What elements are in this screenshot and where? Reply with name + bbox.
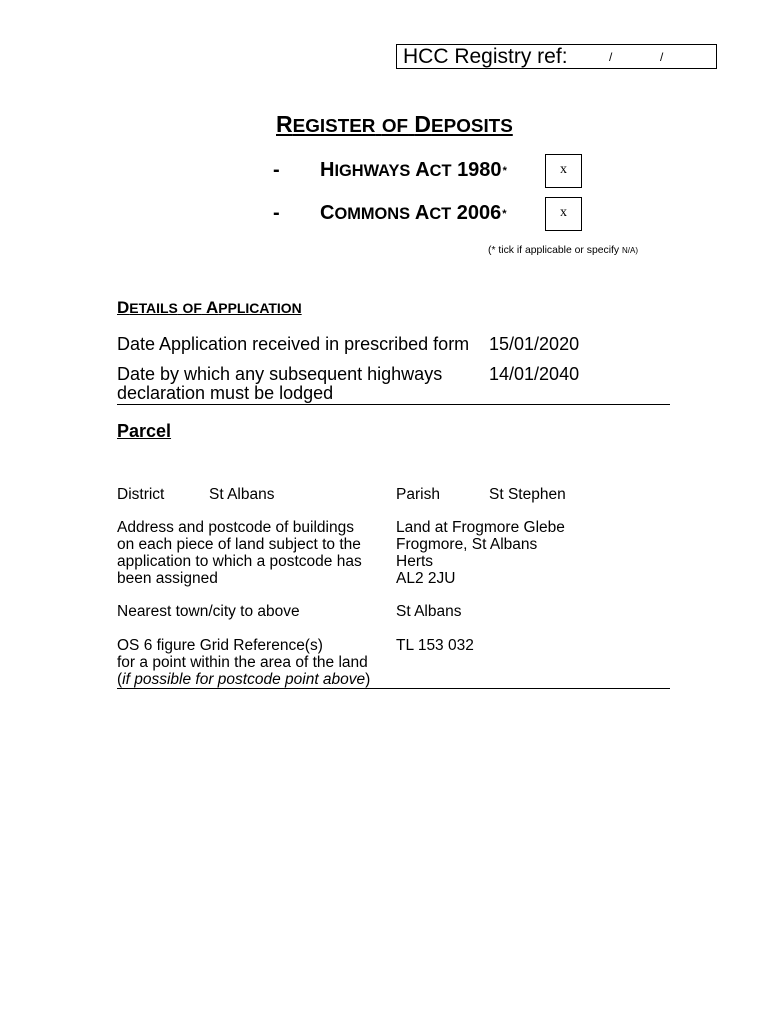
note-paren-close: ) (365, 671, 371, 688)
address-label (117, 519, 362, 587)
district-value: St Albans (209, 486, 275, 503)
checkbox-mark: x (560, 162, 567, 177)
act-title-commons (320, 201, 507, 226)
label-line: for a point within the area of the land (117, 654, 368, 671)
page-title: REGISTER OF DEPOSITS (276, 111, 513, 137)
declaration-deadline-row (117, 365, 677, 405)
act-bullet-dash: - (273, 159, 280, 181)
act-title-highways (320, 158, 507, 183)
date-received-value: 15/01/2020 (489, 334, 580, 354)
tick-note (488, 244, 638, 257)
label-line: Address and postcode of buildings (117, 519, 354, 536)
district-label: District (117, 486, 165, 503)
address-row (117, 519, 677, 587)
section-divider (117, 688, 670, 689)
parcel-heading: Parcel (117, 421, 172, 441)
address-line: Frogmore, St Albans (396, 536, 538, 553)
address-line: Herts (396, 553, 434, 570)
declaration-deadline-label (117, 365, 442, 403)
footnote-asterisk: * (502, 165, 507, 177)
parish-label: Parish (396, 486, 440, 503)
note-paren-open: ( (117, 671, 123, 688)
nearest-town-value: St Albans (396, 603, 462, 620)
nearest-town-label: Nearest town/city to above (117, 603, 300, 620)
registry-ref-separator: / (609, 50, 613, 64)
act-name-text: COMMONS ACT 2006 (320, 202, 502, 224)
address-line: Land at Frogmore Glebe (396, 519, 565, 536)
tick-note-na: N/A) (621, 246, 638, 255)
act-name-text: HIGHWAYS ACT 1980 (320, 159, 502, 181)
label-line: application to which a postcode has (117, 553, 362, 570)
grid-reference-value: TL 153 032 (396, 637, 474, 654)
grid-reference-row (117, 637, 677, 688)
footnote-asterisk: * (502, 208, 507, 220)
checkbox-mark: x (560, 205, 567, 220)
note-text: if possible for postcode point above (122, 671, 366, 688)
commons-act-checkbox[interactable] (545, 197, 582, 231)
details-heading: DETAILS OF APPLICATION (117, 298, 302, 317)
registry-ref-field[interactable] (396, 44, 717, 69)
label-line: been assigned (117, 570, 218, 587)
registry-ref-separator: / (660, 50, 664, 64)
grid-reference-label (117, 637, 370, 688)
date-received-label: Date Application received in prescribed form (117, 334, 470, 354)
grid-reference-note (117, 671, 370, 688)
highways-act-checkbox[interactable] (545, 154, 582, 188)
section-divider (117, 404, 670, 405)
act-row-highways (0, 154, 770, 188)
label-line: declaration must be lodged (117, 383, 334, 403)
label-line: Date by which any subsequent highways (117, 364, 443, 384)
nearest-town-row (117, 603, 677, 620)
declaration-deadline-value: 14/01/2040 (489, 364, 580, 384)
label-line: OS 6 figure Grid Reference(s) (117, 637, 323, 654)
act-bullet-dash: - (273, 202, 280, 224)
parish-value: St Stephen (489, 486, 566, 503)
address-value (396, 519, 565, 587)
registry-ref-label: HCC Registry ref: (403, 45, 568, 68)
label-line: on each piece of land subject to the (117, 536, 361, 553)
district-parish-row (117, 486, 677, 503)
act-row-commons (0, 197, 770, 231)
tick-note-text: (* tick if applicable or specify (488, 245, 620, 256)
address-line: AL2 2JU (396, 570, 456, 587)
